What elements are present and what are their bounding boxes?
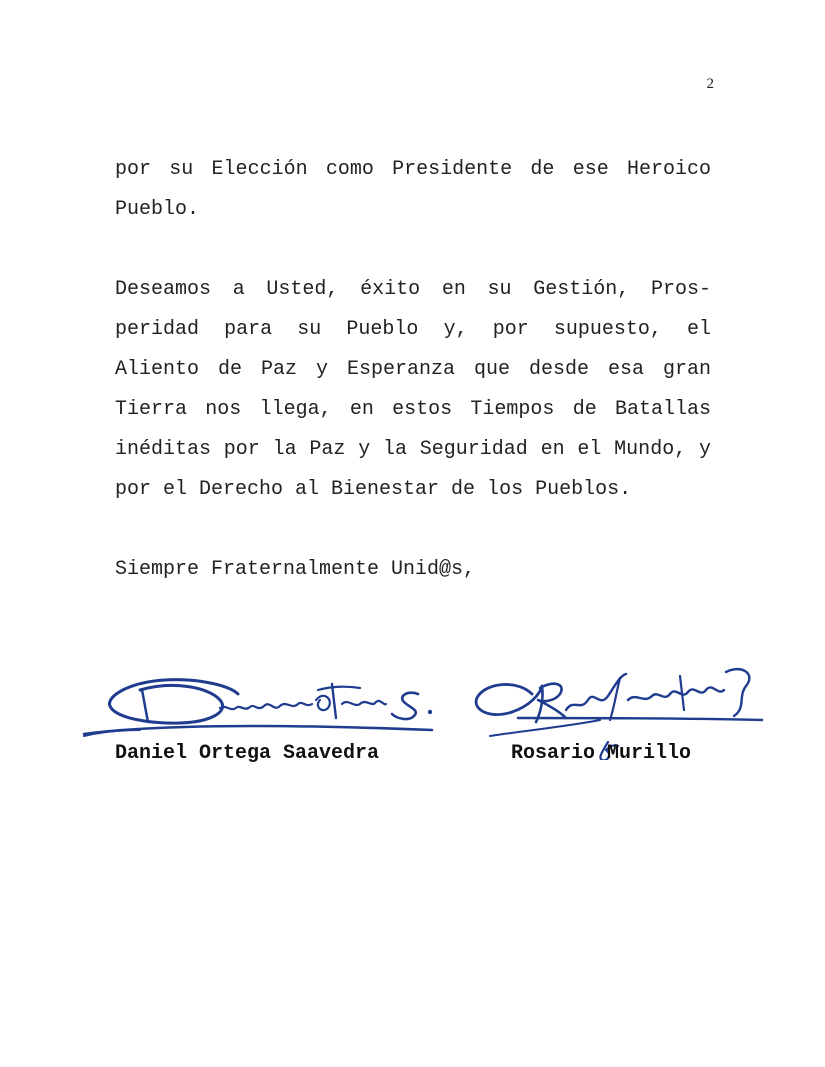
handwritten-signature-left	[80, 660, 440, 750]
signer-name-left: Daniel Ortega Saavedra	[115, 742, 380, 765]
signature-block-right	[470, 650, 770, 770]
paragraph-election: por su Elección como Presidente de ese Heroico Pueblo.	[115, 158, 711, 221]
signer-name-right: Rosario Murillo	[511, 742, 692, 765]
page-number: 2	[706, 76, 714, 92]
paragraph-closing: Siempre Fraternalmente Unid@s,	[115, 558, 476, 581]
letter-body	[115, 150, 711, 590]
signature-block-left	[80, 660, 440, 770]
paragraph-wishes: Deseamos a Usted, éxito en su Gestión, Pros-peridad para su Pueblo y, por supuesto, el Aliento de Paz y Esperanza que desde esa gran Tierra nos llega, en estos Tiempos de Batallas inéditas por la Paz y la Seguridad en el Mundo, y por el Derecho al Bienestar de los Pueblos.	[115, 278, 711, 501]
